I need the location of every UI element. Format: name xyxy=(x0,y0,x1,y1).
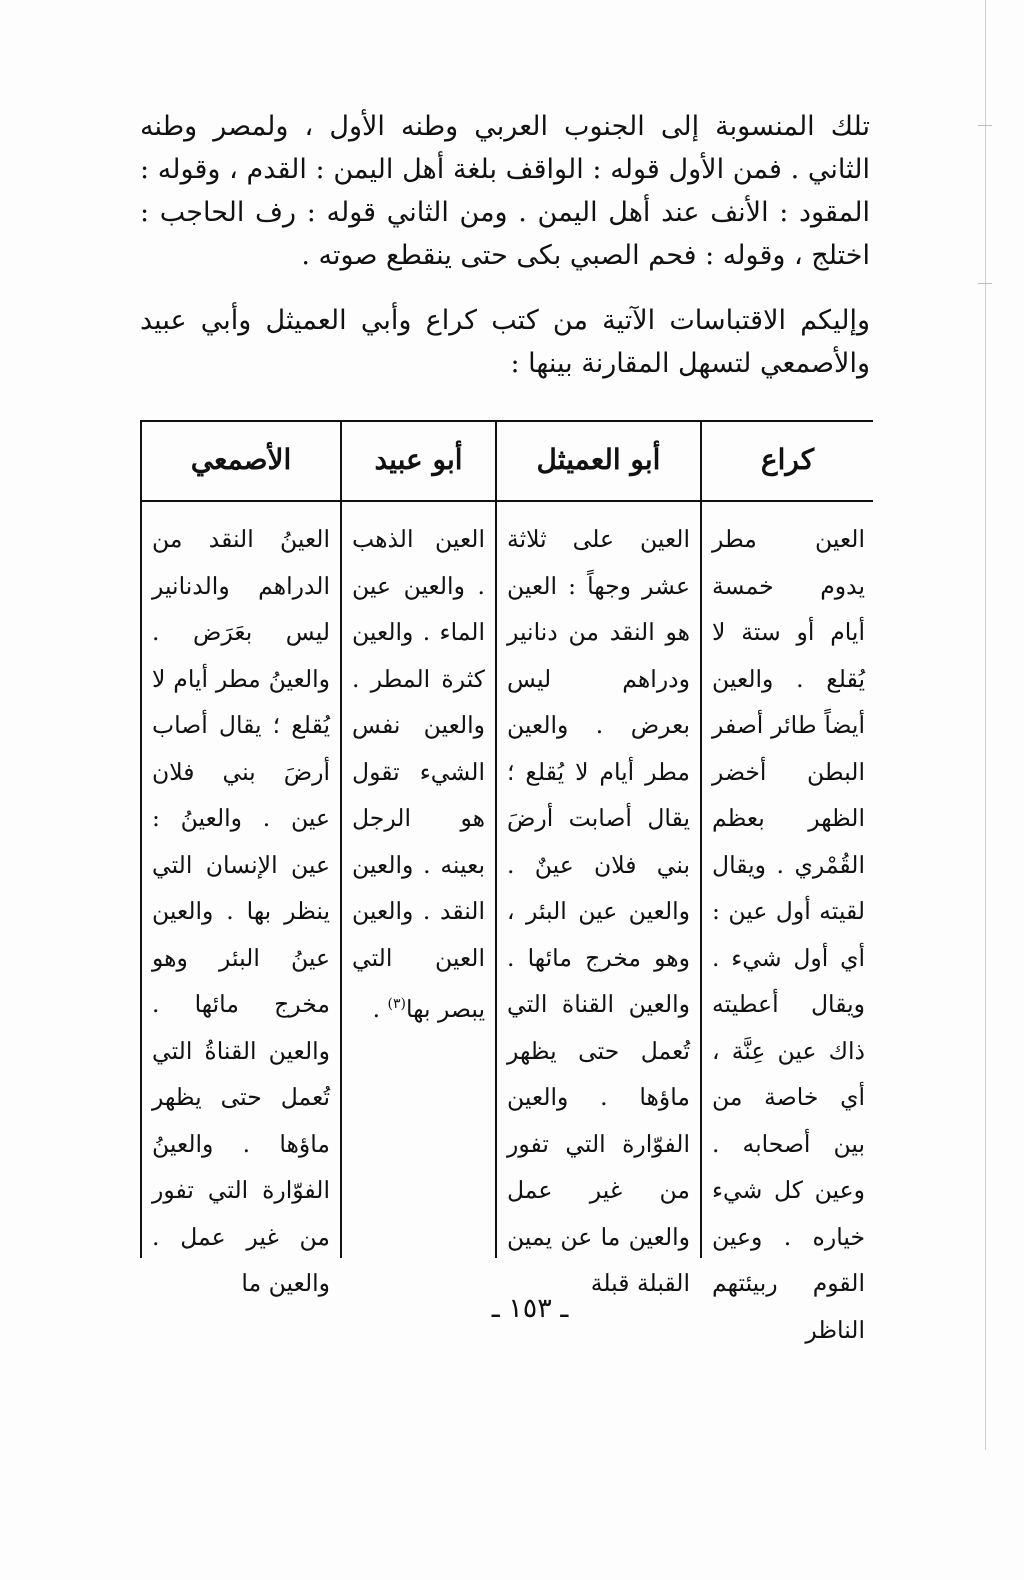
header-abu-amaithal: أبو العميثل xyxy=(536,442,661,476)
cell-abu-ubaid-end: . xyxy=(372,994,388,1023)
scan-edge-tick xyxy=(978,125,992,126)
cell-abu-ubaid-text: العين الذهب . والعين عين الماء . والعين كثرة المطر . والعين نفس الشيء تقول هو الرجل بعينه . والعين النقد . والعين العين التي يبصر بها xyxy=(352,525,485,1023)
column-divider xyxy=(495,420,497,1258)
table-left-border xyxy=(140,420,142,1258)
page-number: ـ ١٥٣ ـ xyxy=(491,1293,569,1324)
header-kura: كراع xyxy=(760,442,815,476)
table-header-rule xyxy=(140,500,873,502)
cell-kura: العين مطر يدوم خمسة أيام أو ستة لا يُقلع . والعين أيضاً طائر أصفر البطن أخضر الظهر بعظم القُمْري . ويقال لقيته أول عين : أي أول شيء . ويقال أعطيته ذاك عين عِنَّة ، أي خاصة من بين أصحابه . وعين كل شيء خياره . وعين القوم ربيئتهم الناظر xyxy=(712,525,865,1344)
cell-abu-ubaid xyxy=(344,516,493,1032)
header-asmai: الأصمعي xyxy=(190,442,292,476)
cell-abu-amaithal: العين على ثلاثة عشر وجهاً : العين هو النقد من دنانير ودراهم ليس بعرض . والعين مطر أيام لا يُقلع ؛ يقال أصابت أرضَ بني فلان عينٌ . والعين عين البئر ، وهو مخرج مائها . والعين القناة التي تُعمل حتى يظهر ماؤها . والعين الفوّارة التي تفور من غير عمل والعين ما عن يمين القبلة قبلة xyxy=(507,525,690,1297)
intro-paragraph-2: وإليكم الاقتباسات الآتية من كتب كراع وأبي العميثل وأبي عبيد والأصمعي لتسهل المقارنة بينها : xyxy=(140,305,870,379)
scan-edge-tick xyxy=(978,283,992,284)
column-divider xyxy=(340,420,342,1258)
scan-edge-line xyxy=(985,0,986,1450)
footnote-reference: (٣) xyxy=(387,996,407,1012)
column-divider xyxy=(700,420,702,1258)
cell-asmai: العينُ النقد من الدراهم والدنانير ليس بعَرَض . والعينُ مطر أيام لا يُقلع ؛ يقال أصاب أرضَ بني فلان عين . والعينُ : عين الإنسان التي ينظر بها . والعين عينُ البئر وهو مخرج مائها . والعين القناةُ التي تُعمل حتى يظهر ماؤها . والعينُ الفوّارة التي تفور من غير عمل . والعين ما xyxy=(152,525,330,1297)
header-abu-ubaid: أبو عبيد xyxy=(374,442,463,476)
intro-paragraph-1: تلك المنسوبة إلى الجنوب العربي وطنه الأول ، ولمصر وطنه الثاني . فمن الأول قوله : الواقف بلغة أهل اليمن : القدم ، وقوله : المقود : الأنف عند أهل اليمن . ومن الثاني قوله : رف الحاجب : اختلج ، وقوله : فحم الصبي بكى حتى ينقطع صوته . xyxy=(140,111,870,271)
intro-text xyxy=(140,105,870,385)
